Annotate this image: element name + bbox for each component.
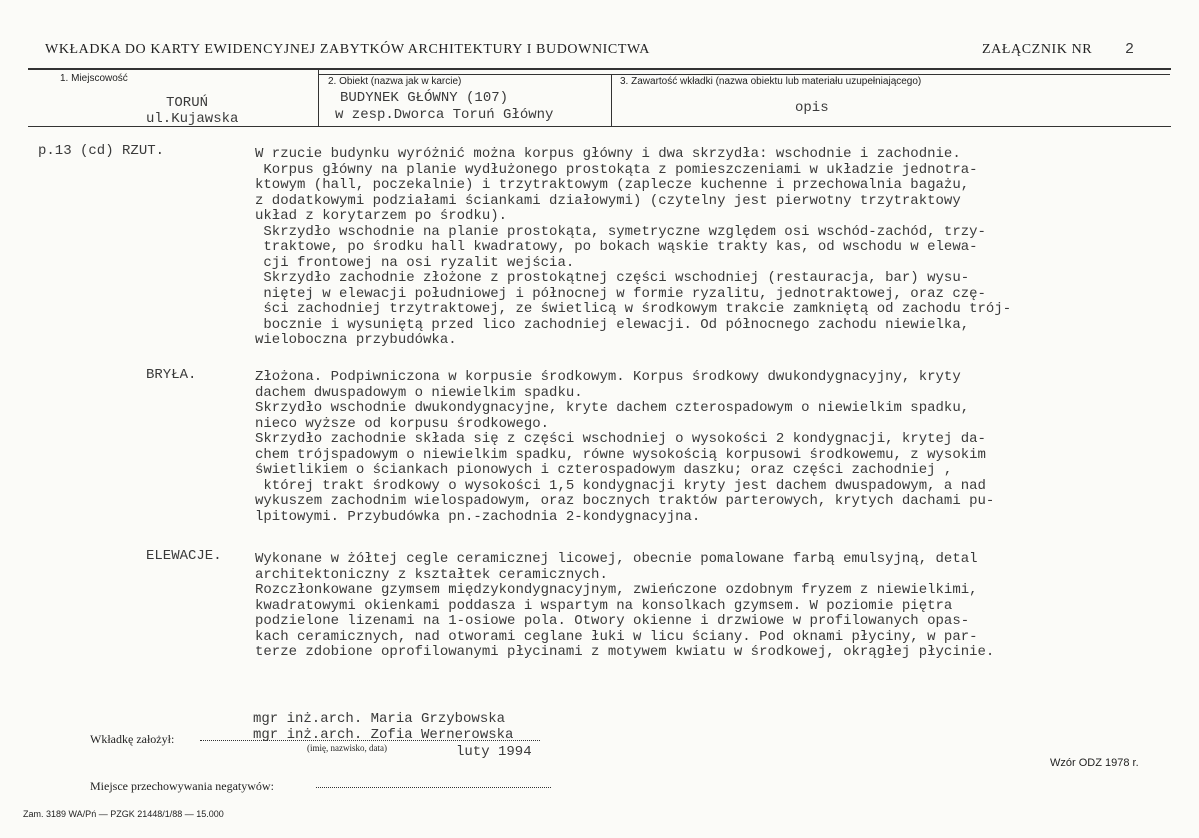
text-line: chem trójspadowym o niewielkim spadku, równe wysokością korpusowi środkowemu, z wysokim	[255, 446, 986, 463]
text-line: W rzucie budynku wyróżnić można korpus główny i dwa skrzydła: wschodnie i zachodnie.	[255, 146, 961, 162]
object-name: BUDYNEK GŁÓWNY (107)	[340, 90, 509, 106]
text-line: której trakt środkowy o wysokości 1,5 kondygnacji kryty jest dachem dwuspadowym, a nad	[255, 477, 986, 494]
entry-date: luty 1994	[456, 744, 532, 760]
text-line: bocznie i wysuniętą przed lico zachodniej elewacji. Od północnego zachodu niewielka,	[255, 316, 970, 333]
author-field-hint: (imię, nazwisko, data)	[307, 743, 387, 753]
field-divider-1	[318, 70, 319, 127]
text-line: ktowym (hall, poczekalnie) i trzytraktowym (zaplecze kuchenne i przechowalnia bagażu,	[255, 177, 970, 193]
text-line: Skrzydło zachodnie złożone z prostokątnej części wschodniej (restauracja, bar) wysu-	[255, 270, 970, 286]
text-line: terze zdobione oprofilowanymi płycinami z motywem kwiatu w środkowej, okrągłej płycinie.	[255, 644, 995, 660]
text-line: Korpus główny na planie wydłużonego prostokąta z pomieszczeniami w układzie jednotra-	[255, 161, 978, 178]
field-divider-2	[611, 74, 612, 127]
author-name-2: mgr inż.arch. Zofia Wernerowska	[253, 727, 514, 743]
text-line: niętej w elewacji południowej i północnej w formie ryzalitu, jednotraktowej, oraz czę-	[255, 285, 986, 302]
negatives-storage-label: Miejsce przechowywania negatywów:	[90, 779, 274, 793]
text-line: architektoniczny z kształtek ceramicznych.	[255, 566, 608, 583]
text-line: z dodatkowymi podziałami ściankami działowymi) (czytelny jest pierwotny trzytraktowy	[255, 192, 961, 209]
text-line: traktowe, po środku hall kwadratowy, po bokach wąskie trakty kas, od wschodu w elewa-	[255, 239, 978, 255]
section-label-bryla: BRYŁA.	[146, 367, 197, 383]
text-line: cji frontowej na osi ryzalit wejścia.	[255, 254, 575, 271]
object-complex: w zesp.Dworca Toruń Główny	[335, 107, 554, 123]
text-line: lpitowymi. Przybudówka pn.-zachodnia 2-kondygnacyjna.	[255, 508, 701, 525]
text-line: układ z korytarzem po środku).	[255, 208, 508, 224]
text-line: Złożona. Podpiwniczona w korpusie środkowym. Korpus środkowy dwukondygnacyjny, kryty	[255, 369, 961, 385]
founded-by-dotted-line	[200, 740, 540, 741]
section-label-elewacje: ELEWACJE.	[146, 548, 222, 564]
section-text-bryla	[255, 370, 994, 525]
annex-label: ZAŁĄCZNIK NR	[982, 42, 1093, 57]
text-line: podzielone lizenami na 1-osiowe pola. Otwory okienne i drzwiowe w profilowanych opas-	[255, 613, 970, 629]
negatives-storage-dotted-line	[316, 787, 551, 788]
text-line: wieloboczna przybudówka.	[255, 332, 457, 348]
section-text-rzut	[255, 147, 1011, 349]
locality-street: ul.Kujawska	[146, 111, 239, 127]
print-order-code: Zam. 3189 WA/Pń — PZGK 21448/1/88 — 15.000	[23, 809, 224, 819]
section-label-rzut: p.13 (cd) RZUT.	[38, 143, 165, 159]
content-label: 3. Zawartość wkładki (nazwa obiektu lub materiału uzupełniającego)	[620, 76, 922, 87]
annex-number: 2	[1125, 41, 1135, 58]
text-line: Skrzydło wschodnie na planie prostokąta, symetryczne względem osi wschód-zachód, trzy-	[255, 223, 986, 240]
text-line: kwadratowymi okienkami poddasza i wspartym na konsolkach gzymsem. W poziomie piętra	[255, 597, 953, 614]
text-line: ści zachodniej trzytraktowej, ze świetlicą w środkowym trakcie zamkniętą od zachodu trój-	[255, 301, 1012, 317]
form-model: Wzór ODZ 1978 r.	[1050, 757, 1139, 769]
author-name-1: mgr inż.arch. Maria Grzybowska	[253, 711, 506, 727]
text-line: Wykonane w żółtej cegle ceramicznej licowej, obecnie pomalowane farbą emulsyjną, detal	[255, 551, 978, 567]
text-line: Skrzydło wschodnie dwukondygnacyjne, kryte dachem czterospadowym o niewielkim spadku,	[255, 400, 970, 416]
text-line: świetlikiem o ściankach pionowych i czterospadowym daszku; oraz części zachodniej ,	[255, 462, 953, 478]
object-label: 2. Obiekt (nazwa jak w karcie)	[328, 76, 462, 87]
founded-by-label: Wkładkę założył:	[90, 732, 175, 746]
form-title: WKŁADKA DO KARTY EWIDENCYJNEJ ZABYTKÓW ARCHITEKTURY I BUDOWNICTWA	[45, 42, 650, 57]
text-line: nieco wyższe od korpusu środkowego.	[255, 415, 550, 432]
text-line: dachem dwuspadowym o niewielkim spadku.	[255, 384, 583, 401]
locality-label: 1. Miejscowość	[60, 73, 128, 84]
text-line: Rozczłonkowane gzymsem międzykondygnacyjnym, zwieńczone ozdobnym fryzem z niewielkimi,	[255, 582, 978, 598]
text-line: wykuszem zachodnim wielospadowym, oraz bocznych traktów parterowych, krytych dachami pu-	[255, 493, 995, 509]
header-rule-inner	[318, 74, 1170, 75]
section-text-elewacje	[255, 552, 994, 661]
header-rule-top	[28, 68, 1171, 70]
text-line: Skrzydło zachodnie składa się z części wschodniej o wysokości 2 kondygnacji, krytej da-	[255, 431, 986, 447]
content-value: opis	[795, 100, 829, 116]
text-line: kach ceramicznych, nad otworami ceglane łuki w licu ściany. Pod oknami płyciny, w par-	[255, 628, 978, 645]
locality-city: TORUŃ	[166, 95, 209, 111]
